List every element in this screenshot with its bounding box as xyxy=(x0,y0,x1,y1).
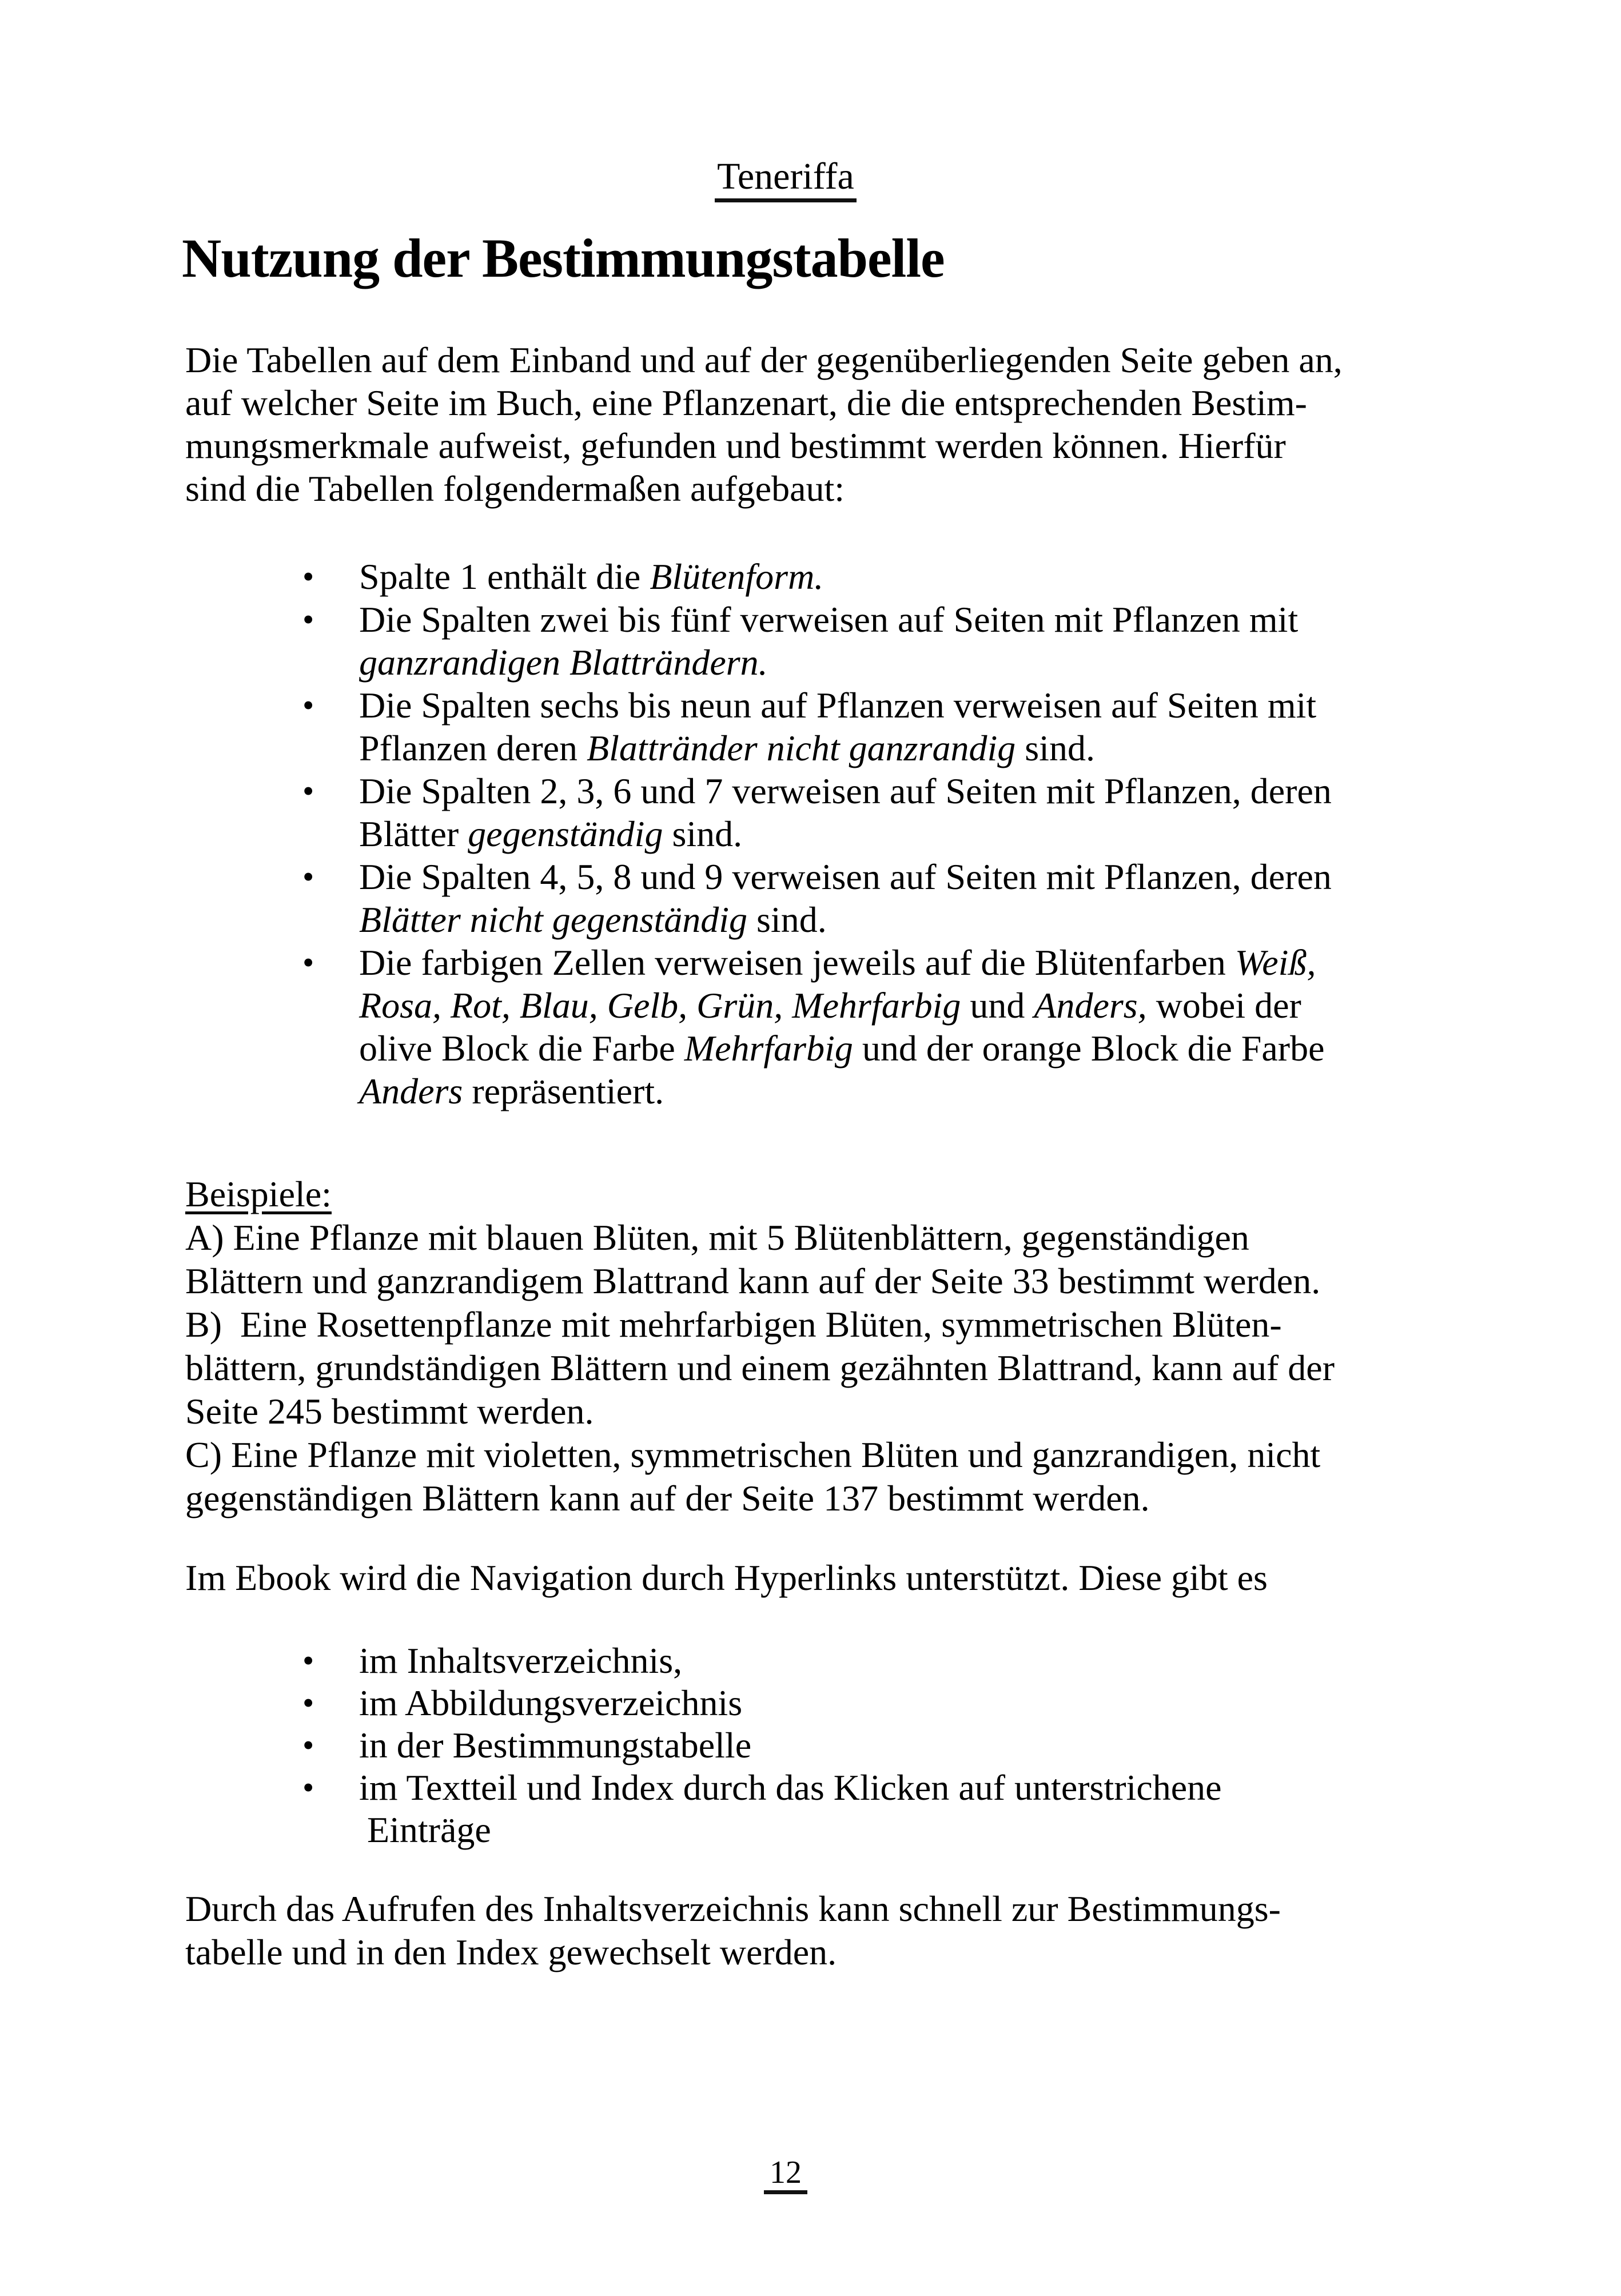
list-item xyxy=(185,684,1332,770)
bullet-text-line: olive Block die Farbe Mehrfarbig und der orange Block die Farbe xyxy=(359,1028,1325,1069)
bullet-icon: • xyxy=(302,687,314,724)
bullet-text-line: Spalte 1 enthält die Blütenform. xyxy=(359,556,824,597)
closing-paragraph xyxy=(185,1887,1281,1974)
bullet-text-line: Die Spalten 2, 3, 6 und 7 verweisen auf Seiten mit Pflanzen, deren xyxy=(359,771,1332,811)
bullet-icon: • xyxy=(302,558,314,595)
example-line: gegenständigen Blättern kann auf der Seite 137 bestimmt werden. xyxy=(185,1478,1150,1518)
example-line: Blättern und ganzrandigem Blattrand kann auf der Seite 33 bestimmt werden. xyxy=(185,1261,1321,1301)
list-item xyxy=(185,1640,1222,1682)
bullet-text-line: Die Spalten sechs bis neun auf Pflanzen verweisen auf Seiten mit xyxy=(359,685,1317,726)
list-item xyxy=(185,598,1332,684)
ebook-paragraph xyxy=(185,1556,1268,1599)
bullet-text-line: Die Spalten 4, 5, 8 und 9 verweisen auf Seiten mit Pflanzen, deren xyxy=(359,856,1332,897)
bullet-text-line: im Inhaltsverzeichnis, xyxy=(359,1640,683,1681)
running-header xyxy=(185,158,1386,202)
list-item xyxy=(185,1682,1222,1724)
example-line: A) Eine Pflanze mit blauen Blüten, mit 5 Blütenblättern, gegenständigen xyxy=(185,1217,1249,1258)
bullet-text-line: Rosa, Rot, Blau, Gelb, Grün, Mehrfarbig und Anders, wobei der xyxy=(359,985,1301,1026)
text-line: Durch das Aufrufen des Inhaltsverzeichnis kann schnell zur Bestimmungs- xyxy=(185,1888,1281,1929)
text-line: auf welcher Seite im Buch, eine Pflanzenart, die die entsprechenden Bestim- xyxy=(185,382,1307,423)
bullet-icon: • xyxy=(302,1642,314,1679)
header-location: Teneriffa xyxy=(715,158,857,202)
bullet-icon: • xyxy=(302,1727,314,1764)
examples-section xyxy=(185,1173,1335,1520)
text-line: sind die Tabellen folgendermaßen aufgebaut: xyxy=(185,468,845,509)
text-line: Die Tabellen auf dem Einband und auf der gegenüberliegenden Seite geben an, xyxy=(185,340,1343,380)
page-title: Nutzung der Bestimmungstabelle xyxy=(182,228,945,289)
bullet-text-line: im Textteil und Index durch das Klicken auf unterstrichene xyxy=(359,1767,1222,1808)
bullet-text-line: Anders repräsentiert. xyxy=(359,1071,664,1111)
list-item xyxy=(185,941,1332,1113)
bullet-icon: • xyxy=(302,1684,314,1721)
bullet-text-line: Die farbigen Zellen verweisen jeweils auf die Blütenfarben Weiß, xyxy=(359,942,1316,983)
bullet-text-line: in der Bestimmungstabelle xyxy=(359,1725,752,1765)
example-line: Seite 245 bestimmt werden. xyxy=(185,1391,594,1432)
bullet-icon: • xyxy=(302,1769,314,1806)
bullet-text-line: Die Spalten zwei bis fünf verweisen auf Seiten mit Pflanzen mit xyxy=(359,599,1299,640)
text-line: mungsmerkmale aufweist, gefunden und bestimmt werden können. Hierfür xyxy=(185,425,1286,466)
examples-heading: Beispiele: xyxy=(185,1174,332,1214)
list-item xyxy=(185,555,1332,598)
bullet-text-line: Einträge xyxy=(367,1809,491,1850)
example-line: B) Eine Rosettenpflanze mit mehrfarbigen Blüten, symmetrischen Blüten- xyxy=(185,1304,1282,1345)
nav-bullet-list xyxy=(185,1640,1222,1851)
structure-bullet-list xyxy=(185,555,1332,1113)
bullet-icon: • xyxy=(302,944,314,981)
text-line: tabelle und in den Index gewechselt werden. xyxy=(185,1932,837,1972)
bullet-text-line: Pflanzen deren Blattränder nicht ganzrandig sind. xyxy=(359,728,1095,768)
bullet-icon: • xyxy=(302,772,314,810)
bullet-text-line: Blätter nicht gegenständig sind. xyxy=(359,899,827,940)
example-line: blättern, grundständigen Blättern und einem gezähnten Blattrand, kann auf der xyxy=(185,1348,1335,1388)
page-number: 12 xyxy=(764,2157,807,2194)
example-line: C) Eine Pflanze mit violetten, symmetrischen Blüten und ganzrandigen, nicht xyxy=(185,1434,1321,1475)
intro-paragraph xyxy=(185,338,1343,510)
list-item xyxy=(185,855,1332,941)
bullet-text-line: im Abbildungsverzeichnis xyxy=(359,1683,743,1723)
text-line: Im Ebook wird die Navigation durch Hyperlinks unterstützt. Diese gibt es xyxy=(185,1557,1268,1598)
bullet-icon: • xyxy=(302,601,314,638)
page-footer xyxy=(185,2157,1386,2194)
bullet-text-line: Blätter gegenständig sind. xyxy=(359,814,743,854)
list-item xyxy=(185,1724,1222,1767)
list-item xyxy=(185,1767,1222,1851)
bullet-text-line: ganzrandigen Blatträndern. xyxy=(359,642,768,683)
list-item xyxy=(185,770,1332,855)
bullet-icon: • xyxy=(302,858,314,895)
